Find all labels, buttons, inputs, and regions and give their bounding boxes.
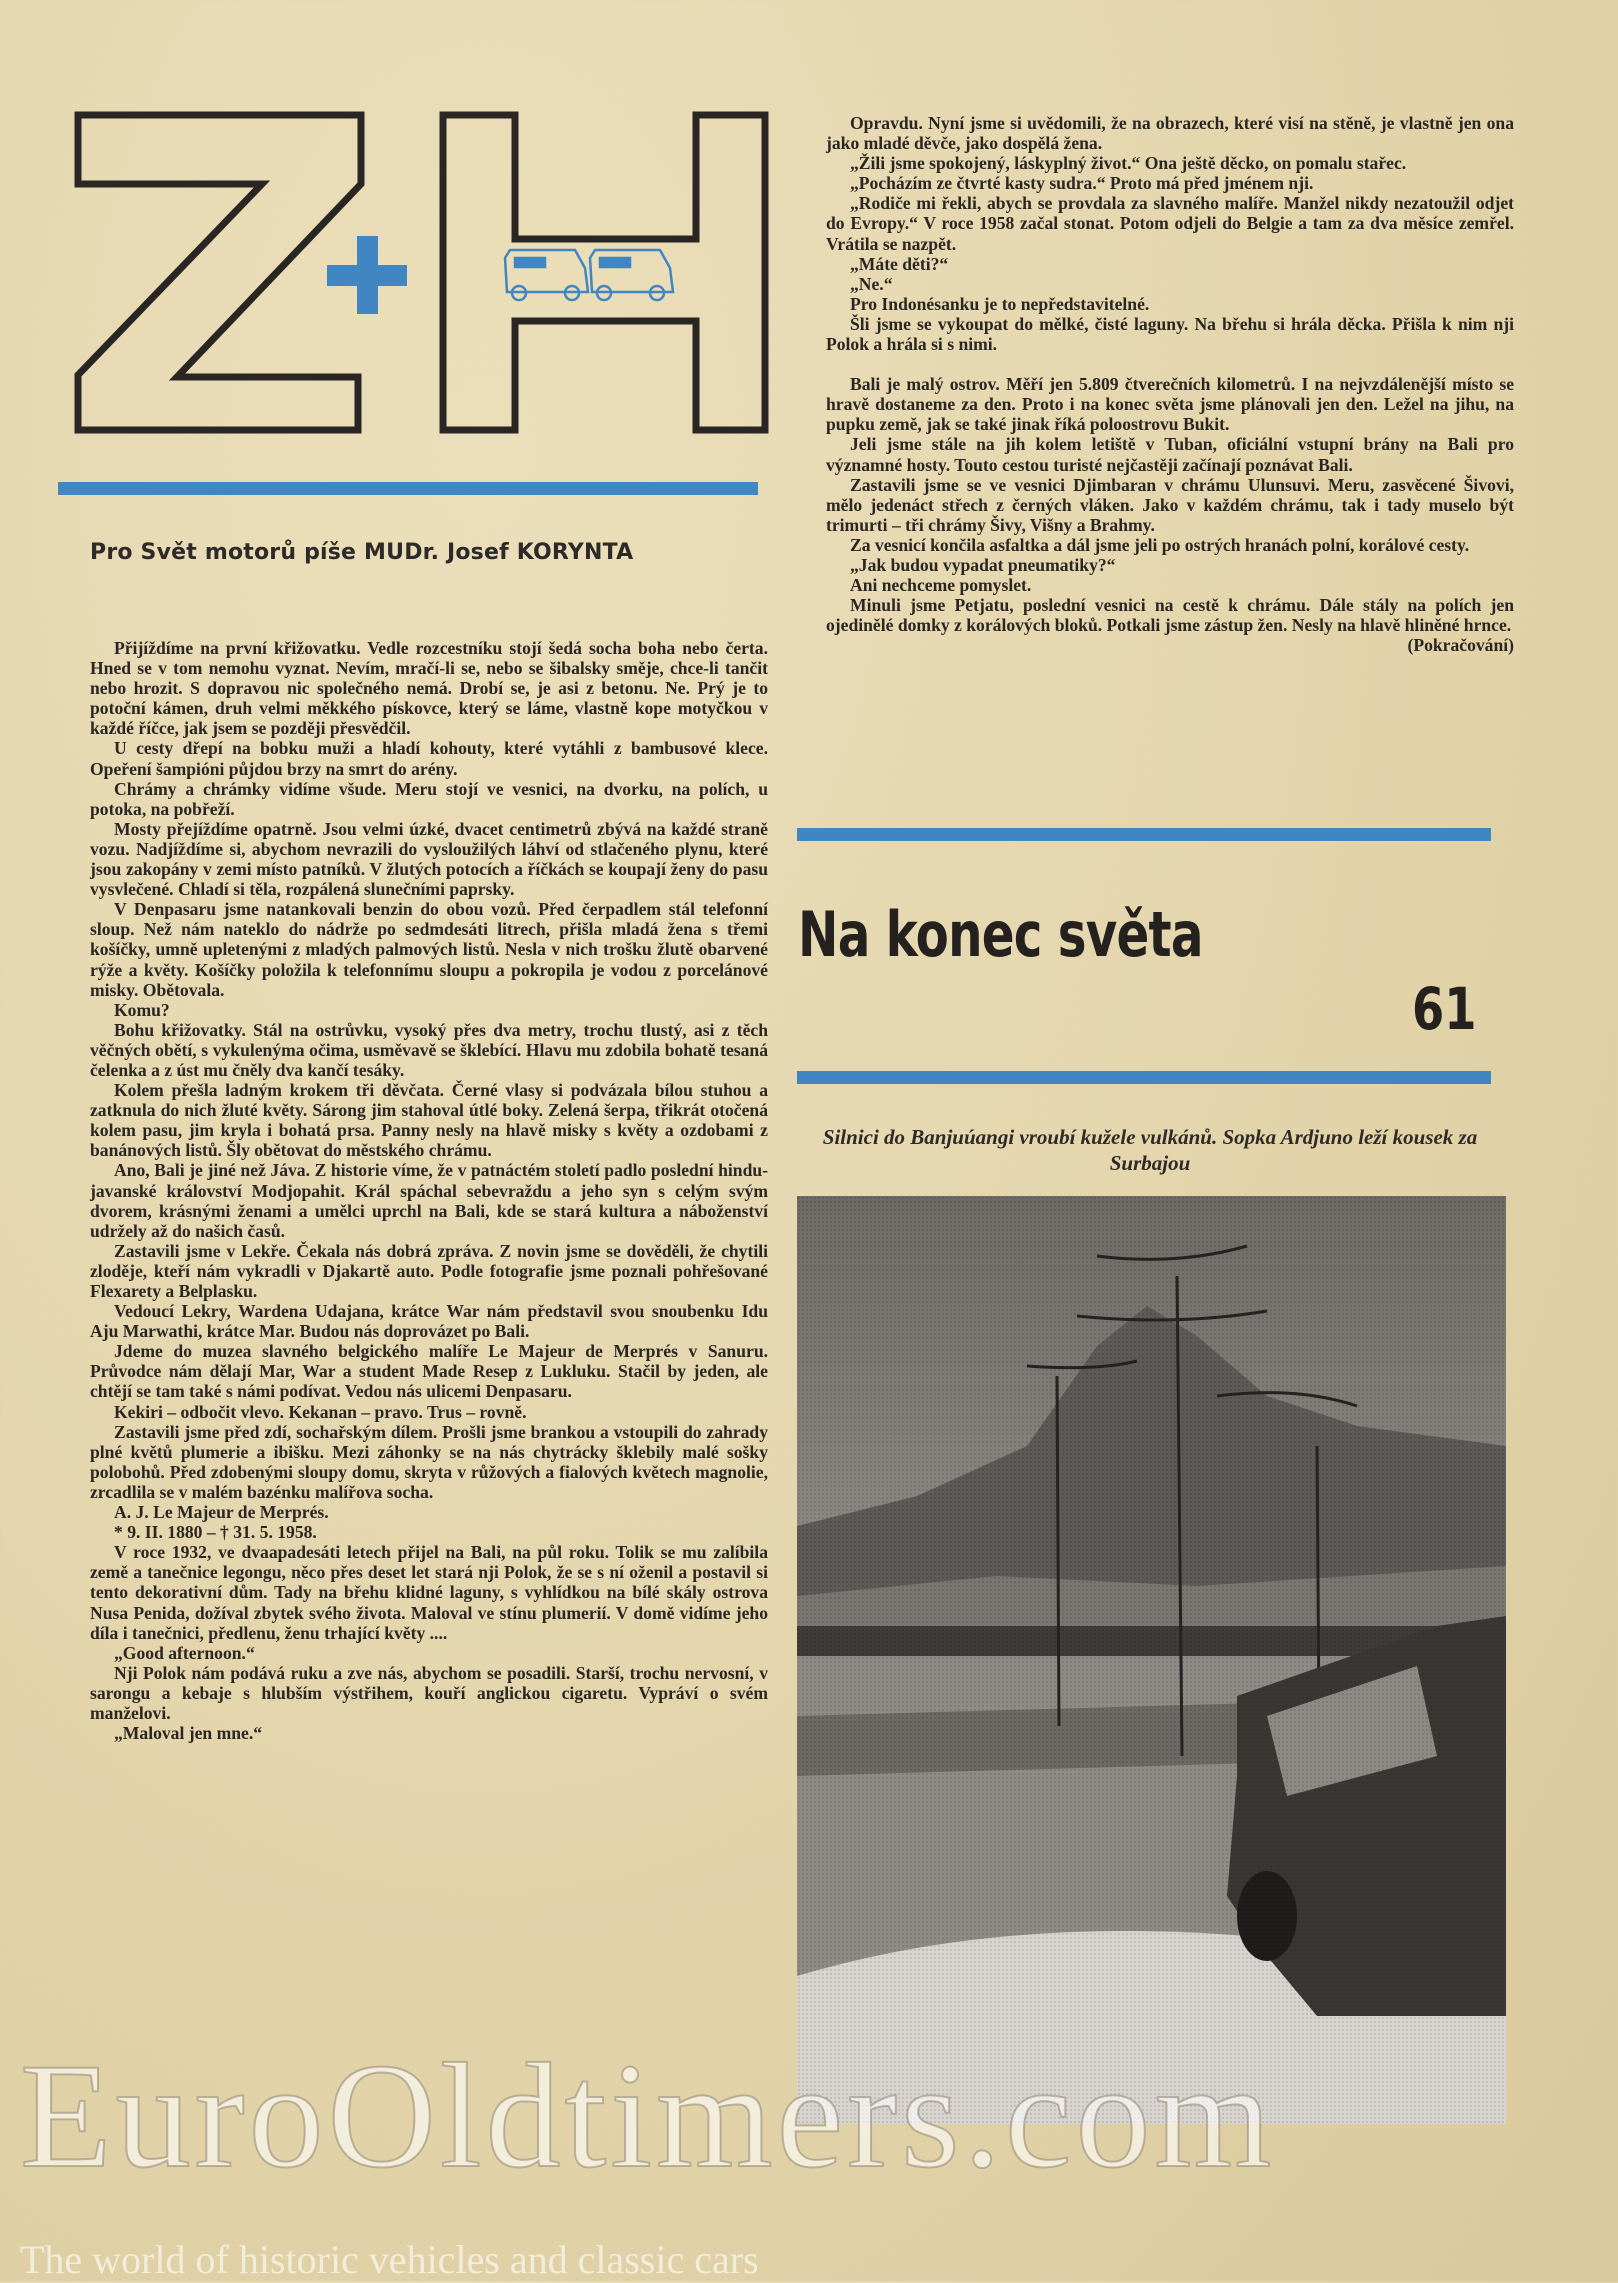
header-rule-left: [58, 482, 758, 495]
paragraph: Opravdu. Nyní jsme si uvědomili, že na obrazech, které visí na stěně, je vlastně jen ona jako mladé děvče, jako dospělá žena.: [826, 113, 1514, 154]
article-title: Na konec světa: [798, 898, 1203, 971]
paragraph: Jdeme do muzea slavného belgického malíře Le Majeur de Merprés v Sanuru. Průvodce nám dělají Mar, War a student Made Resep z Lukluku. Stačil by jeden, ale chtějí se tam také s námi podívat. Vedou nás ulicemi Denpasaru.: [90, 1341, 768, 1402]
paragraph: „Máte děti?“: [850, 253, 949, 274]
paragraph: Nji Polok nám podává ruku a zve nás, abychom se posadili. Starší, trochu nervosní, v sarongu a kebaje s hlubším výstřihem, kouří anglickou cigaretu. Vypráví o svém manželovi.: [90, 1662, 768, 1723]
article-right-column: [826, 113, 1514, 655]
paragraph: Zastavili jsme před zdí, sochařským dílem. Prošli jsme brankou a vstoupili do zahrady plné květů plumerie a ibišku. Mezi záhonky se na nás chytrácky šklebily malé sošky polobohů. Před zdobenými sloupy domu, skryta v růžových a fialových květech magnolie, zrcadlila se v malém bazénku malířova socha.: [90, 1421, 768, 1502]
paragraph: „Good afternoon.“: [114, 1642, 255, 1663]
byline: Pro Svět motorů píše MUDr. Josef KORYNTA: [90, 540, 634, 565]
paragraph: „Jak budou vypadat pneumatiky?“: [850, 554, 1116, 575]
paragraph: „Rodiče mi řekli, abych se provdala za slavného malíře. Manžel nikdy nezatoužil odjet do Evropy.“ V roce 1958 začal stonat. Potom odjeli do Belgie a tam za dva měsíce zemřel. Vrátila se nazpět.: [826, 193, 1514, 254]
logo-letter-z: [78, 115, 361, 430]
paragraph: A. J. Le Majeur de Merprés.: [114, 1502, 329, 1523]
part-number: 61: [1412, 975, 1477, 1043]
watermark-tagline: The world of historic vehicles and classic cars: [20, 2237, 759, 2282]
article-left-column: [90, 638, 768, 1743]
paragraph: „Žili jsme spokojený, láskyplný život.“ Ona ještě děcko, on pomalu stařec.: [850, 153, 1407, 174]
paragraph: * 9. II. 1880 – † 31. 5. 1958.: [114, 1522, 317, 1543]
paragraph: Bohu křižovatky. Stál na ostrůvku, vysoký přes dva metry, trochu tlustý, asi z těch věčných obětí, s vykulenýma očima, usměvavě se šklebící. Hlavu mu zdobila bohatě tesaná čelenka a z úst mu čněly dva kančí tesáky.: [90, 1019, 768, 1080]
paragraph: V Denpasaru jsme natankovali benzin do obou vozů. Před čerpadlem stál telefonní sloup. Než nám nateklo do nádrže po sedmdesáti litrech, přišla mladá žena s třemi košíčky, umně upletenými z mladých palmových listů. Nesla v nich trošku žlutě obarvené rýže a květy. Košíčky položila k telefonnímu sloupu a pokropila je vodou z porcelánové misky. Obětovala.: [90, 899, 768, 1000]
paragraph: Komu?: [114, 999, 170, 1020]
paragraph: Pro Indonésanku je to nepředstavitelné.: [850, 293, 1150, 314]
title-rule-top: [797, 828, 1491, 841]
paragraph: „Ne.“: [850, 273, 893, 294]
photo-caption: Silnici do Banjuúangi vroubí kužele vulkánů. Sopka Ardjuno leží kousek za Surbajou: [822, 1125, 1478, 1175]
paragraph: Za vesnicí končila asfaltka a dál jsme jeli po ostrých hranách polní, korálové cesty.: [850, 534, 1470, 555]
campervans-icon: [505, 250, 673, 300]
paragraph: Šli jsme se vykoupat do mělké, čisté laguny. Na břehu si hrála děcka. Přišla k nim nji Polok a hrála si s nimi.: [826, 313, 1514, 355]
paragraph: U cesty dřepí na bobku muži a hladí kohouty, které vytáhli z bambusové klece. Opeření šampióni půjdou brzy na smrt do arény.: [90, 738, 768, 779]
paragraph: Mosty přejíždíme opatrně. Jsou velmi úzké, dvacet centimetrů zbývá na každé straně vozu. Nadjíždíme si, abychom nevrazili do vysloužilých láhví od stlačeného plynu, které jsou zakopány v zemi místo patníků. V žlutých potocích a říčkách se koupají ženy do pasu vysvlečené. Chladí si těla, rozpálená slunečními paprsky.: [90, 818, 768, 900]
paragraph: Zastavili jsme se ve vesnici Djimbaran v chrámu Ulunsuvi. Meru, zasvěcené Šivovi, mělo jedenáct střech z černých vláken. Jako v každém chrámu, tak i tady muselo být trimurti – tři chrámy Šivy, Višny a Brahmy.: [826, 474, 1514, 535]
logo-letter-h: [443, 115, 765, 430]
paragraph: V roce 1932, ve dvaapadesáti letech přijel na Bali, na půl roku. Tolik se mu zalíbila země a tanečnice legongu, něco přes deset let stará nji Polok, že se s ní oženil a postavil si tento dekorativní dům. Tady na břehu klidné laguny, s vyhlídkou na bílé skály ostrova Nusa Penida, dožíval zbytek svého života. Maloval ve stínu plumerií. V domě vidíme jeho díla i tanečnici, předlenu, ženu trhající květy ....: [90, 1542, 768, 1643]
photo-volcano-road-car: [797, 1196, 1506, 2124]
paragraph: „Pocházím ze čtvrté kasty sudra.“ Proto má před jménem nji.: [850, 173, 1314, 194]
paragraph: Minuli jsme Petjatu, poslední vesnici na cestě k chrámu. Dále stály na polích jen ojedinělé domky z korálových bloků. Potkali jsme zástup žen. Nesly na hlavě hliněné hrnce.: [826, 595, 1514, 636]
paragraph: Kolem přešla ladným krokem tři děvčata. Černé vlasy si podvázala bílou stuhou a zatknula do nich žluté květy. Sárong jim stahoval útlé boky. Zelená šerpa, třikrát otočená kolem pasu, jim kryla i bohatá prsa. Panny nesly na hlavě misky s květy a ozdobami z banánových listů. Šly obětovat do městského chrámu.: [90, 1080, 768, 1161]
watermark-site: EuroOldtimers.com: [20, 2033, 1276, 2199]
paragraph: Zastavili jsme v Lekře. Čekala nás dobrá zpráva. Z novin jsme se dověděli, že chytili zloděje, kteří nám vykradli v Djakartě auto. Podle fotografie jsme poznali pohřešované Flexarety a Belplasku.: [90, 1240, 768, 1301]
paragraph: Chrámy a chrámky vidíme všude. Meru stojí ve vesnici, na dvorku, na polích, u potoka, na pobřeží.: [90, 778, 768, 819]
paragraph: Ani nechceme pomyslet.: [850, 575, 1032, 596]
paragraph: Bali je malý ostrov. Měří jen 5.809 čtverečních kilometrů. I na nejvzdálenější místo se hravě dostaneme za den. Proto i na konec světa jsme plánovali jen den. Ležel na jihu, na pupku země, jak se také jinak říká poloostrovu Bukit.: [826, 374, 1514, 435]
paragraph: Vedoucí Lekry, Wardena Udajana, krátce War nám představil svou snoubenku Idu Aju Marwathi, krátce Mar. Budou nás doprovázet po Bali.: [90, 1301, 768, 1342]
paragraph: Kekiri – odbočit vlevo. Kekanan – pravo. Trus – rovně.: [114, 1401, 527, 1422]
paragraph: „Maloval jen mne.“: [114, 1723, 263, 1744]
paragraph: Jeli jsme stále na jih kolem letiště v Tuban, oficiální vstupní brány na Bali pro významné hosty. Touto cestou turisté nejčastěji začínají poznávat Bali.: [826, 434, 1514, 475]
title-rule-bottom: [797, 1071, 1491, 1084]
paragraph: Ano, Bali je jiné než Jáva. Z historie víme, že v patnáctém století padlo poslední hindu-javanské království Modjopahit. Král spáchal sebevraždu a jeho syn s celým svým dvorem, krásnými ženami a umělci uprchl na Bali, kde se stará kultura a náboženství udržely až do našich časů.: [90, 1160, 768, 1241]
zh-logo: [0, 0, 800, 470]
paragraph: Přijíždíme na první křižovatku. Vedle rozcestníku stojí šedá socha boha nebo čerta. Hned se v tom nemohu vyznat. Nevím, mračí-li se, nebo se šibalsky směje, chce-li tančit nebo hrozit. S dopravou nic společného nemá. Drobí se, je asi z betonu. Ne. Prý je to potoční kámen, druh velmi měkkého pískovce, který se láme, vlastně kope motyčkou v každé říčce, jak jsem se později přesvědčil.: [90, 638, 768, 739]
logo-plus-icon: [327, 236, 407, 314]
continued-note: (Pokračování): [1407, 635, 1514, 656]
